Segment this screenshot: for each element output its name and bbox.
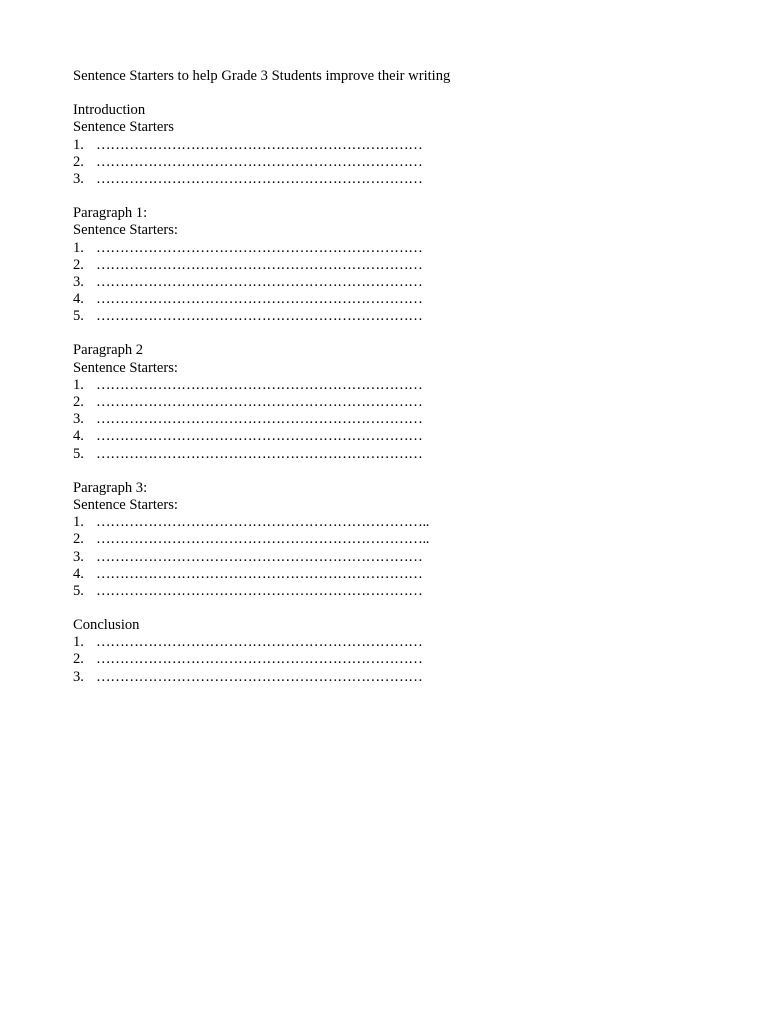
item-number: 1.: [73, 136, 84, 153]
section-subheading: Sentence Starters:: [73, 222, 178, 239]
list-item: [73, 240, 693, 257]
spacer: [73, 85, 693, 102]
item-number: 2.: [73, 531, 84, 548]
list-item: [73, 154, 693, 171]
list-item: [73, 308, 693, 325]
section-conclusion: [73, 617, 693, 686]
item-number: 5.: [73, 582, 84, 599]
list-item: [73, 377, 693, 394]
section-heading: Paragraph 2: [73, 342, 144, 359]
list-item: [73, 394, 693, 411]
blank-line: ……………………………………………………………: [96, 273, 423, 290]
blank-line: ……………………………………………………………: [96, 651, 423, 668]
item-number: 1.: [73, 634, 84, 651]
blank-line: ……………………………………………………………..: [96, 514, 429, 531]
list-item: [73, 291, 693, 308]
list-item: [73, 411, 693, 428]
list-item: [73, 531, 693, 548]
blank-line: ……………………………………………………………: [96, 634, 423, 651]
item-number: 1.: [73, 376, 84, 393]
item-number: 2.: [73, 153, 84, 170]
list-item: [73, 446, 693, 463]
list-item: [73, 137, 693, 154]
item-number: 5.: [73, 445, 84, 462]
list-item: [73, 171, 693, 188]
list-item: [73, 651, 693, 668]
blank-line: ……………………………………………………………: [96, 428, 423, 445]
item-number: 1.: [73, 514, 84, 531]
spacer: [73, 463, 693, 480]
blank-line: ……………………………………………………………: [96, 170, 423, 187]
section-heading: Conclusion: [73, 617, 140, 634]
item-number: 2.: [73, 256, 84, 273]
list-item: [73, 566, 693, 583]
list-item: [73, 634, 693, 651]
blank-line: ……………………………………………………………: [96, 308, 423, 325]
spacer: [73, 325, 693, 342]
section-subheading: Sentence Starters: [73, 119, 174, 136]
section-paragraph-1: [73, 205, 693, 325]
section-paragraph-2: [73, 342, 693, 462]
item-number: 4.: [73, 291, 84, 308]
section-subheading: Sentence Starters:: [73, 359, 178, 376]
list-item: [73, 274, 693, 291]
blank-line: ……………………………………………………………: [96, 445, 423, 462]
item-number: 3.: [73, 548, 84, 565]
blank-line: ……………………………………………………………: [96, 291, 423, 308]
blank-line: ……………………………………………………………: [96, 411, 423, 428]
item-number: 3.: [73, 170, 84, 187]
section-heading: Paragraph 1:: [73, 205, 148, 222]
list-item: [73, 428, 693, 445]
blank-line: ……………………………………………………………: [96, 565, 423, 582]
item-number: 1.: [73, 239, 84, 256]
item-number: 3.: [73, 273, 84, 290]
blank-line: ……………………………………………………………: [96, 256, 423, 273]
item-number: 3.: [73, 411, 84, 428]
item-number: 2.: [73, 651, 84, 668]
section-introduction: [73, 102, 693, 188]
blank-line: ……………………………………………………………: [96, 582, 423, 599]
document-page: [73, 68, 693, 686]
document-title: Sentence Starters to help Grade 3 Students improve their writing: [73, 68, 451, 84]
blank-line: ……………………………………………………………: [96, 136, 423, 153]
spacer: [73, 600, 693, 617]
item-number: 3.: [73, 668, 84, 685]
blank-line: ……………………………………………………………: [96, 153, 423, 170]
section-heading: Paragraph 3:: [73, 479, 148, 496]
item-number: 2.: [73, 394, 84, 410]
list-item: [73, 583, 693, 600]
item-number: 4.: [73, 428, 84, 445]
blank-line: ……………………………………………………………: [96, 668, 423, 685]
blank-line: ……………………………………………………………: [96, 548, 423, 565]
blank-line: ……………………………………………………………: [96, 376, 423, 393]
list-item: [73, 257, 693, 274]
blank-line: ……………………………………………………………: [96, 239, 423, 256]
blank-line: ……………………………………………………………: [96, 394, 423, 410]
section-heading: Introduction: [73, 102, 146, 119]
blank-line: ……………………………………………………………..: [96, 531, 429, 548]
item-number: 5.: [73, 308, 84, 325]
spacer: [73, 188, 693, 205]
list-item: [73, 514, 693, 531]
list-item: [73, 549, 693, 566]
list-item: [73, 669, 693, 686]
section-paragraph-3: [73, 480, 693, 600]
item-number: 4.: [73, 565, 84, 582]
section-subheading: Sentence Starters:: [73, 496, 178, 513]
